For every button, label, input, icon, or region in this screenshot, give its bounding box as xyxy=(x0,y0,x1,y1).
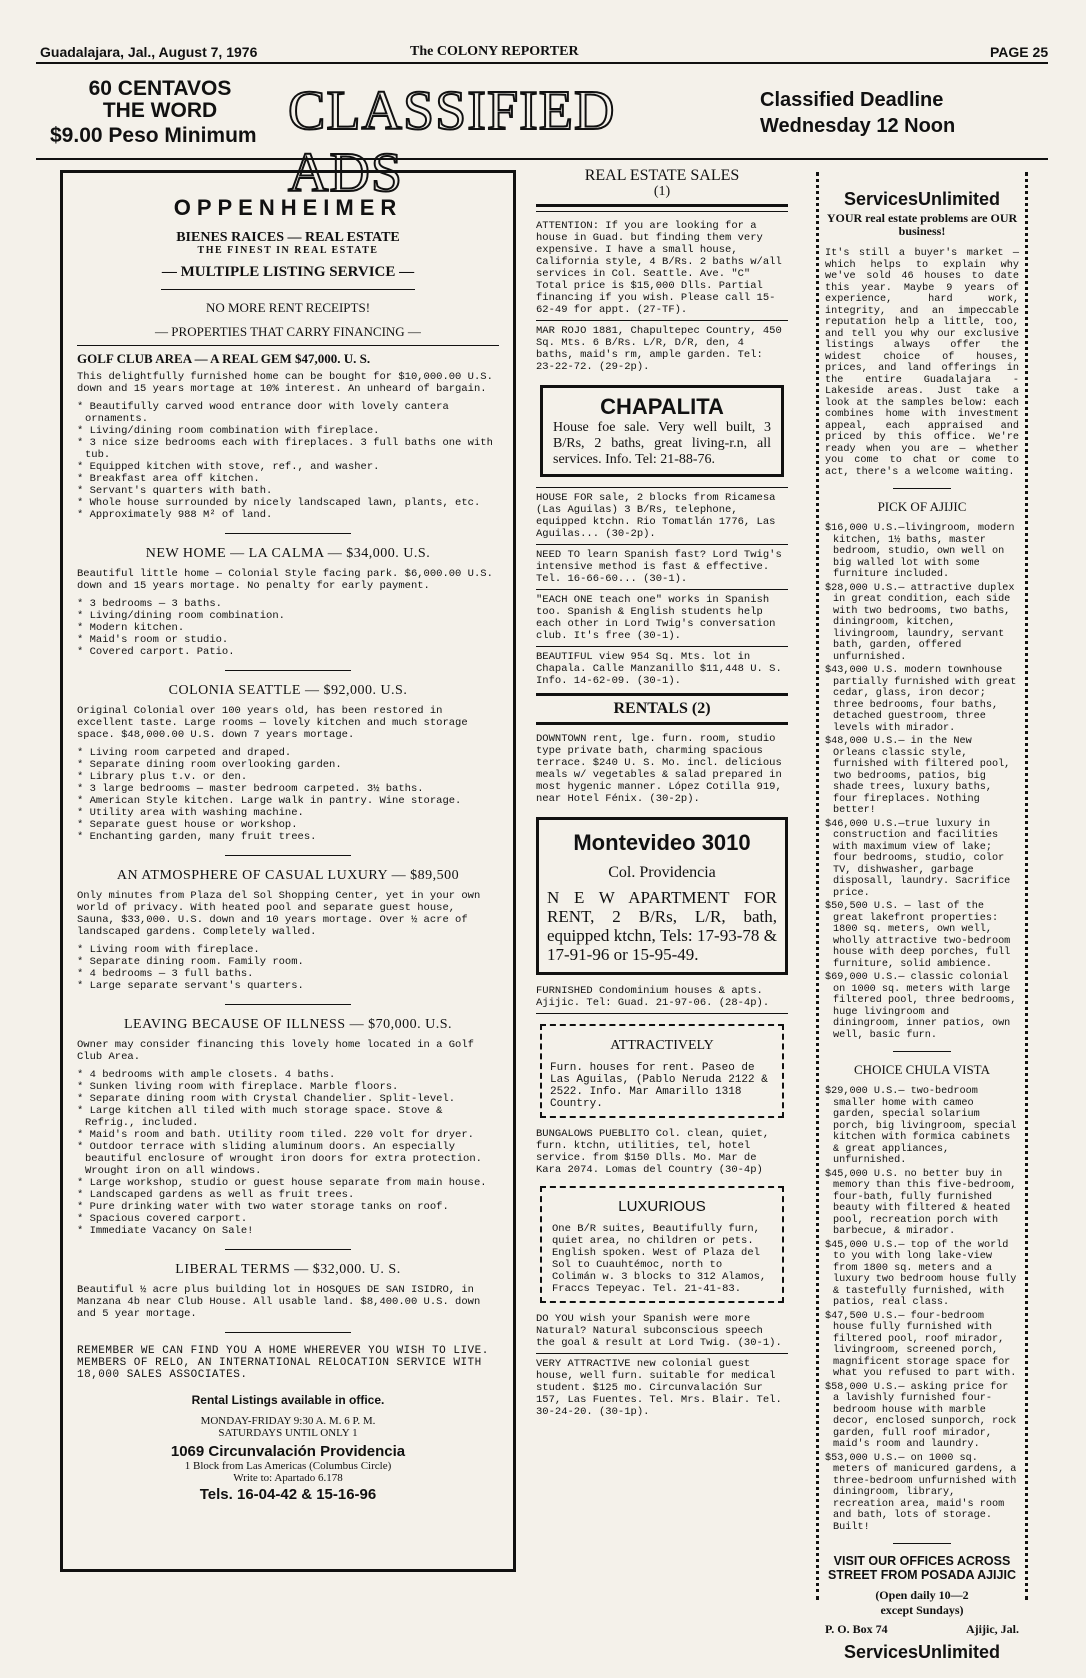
list-item: * Maid's room or studio. xyxy=(77,634,229,646)
list-item: * 3 nice size bedrooms each with fireplaces. 3 full baths one with tub. xyxy=(77,437,493,461)
ad-each-one: "EACH ONE teach one" works in Spanish too. Spanish & English students help each other in Lord Twig's conversation club. It's free (30-1). xyxy=(536,594,776,642)
rate-line-2: THE WORD xyxy=(102,99,218,122)
listing-luxury-heading: AN ATMOSPHERE OF CASUAL LUXURY — $89,500 xyxy=(116,868,460,883)
list-item: * Pure drinking water with two water storage tanks on roof. xyxy=(77,1201,449,1213)
listing-golf-desc: This delightfully furnished home can be bought for $10,000.00 U.S. down and 15 years mortage at 10% interest. An unheard of bargain. xyxy=(77,371,493,395)
opp-subtitle-1: BIENES RAICES — REAL ESTATE xyxy=(176,230,400,245)
pick-ajijic-list xyxy=(825,523,1019,1041)
ad-bungalows: BUNGALOWS PUEBLITO Col. clean, quiet, furn. ktchn, utilities, tel, hotel service. from $150 Dlls. Mo. Mar de Kara 2074. Lomas del Country (30-4p) xyxy=(536,1128,770,1176)
list-item: * Landscaped gardens as well as fruit trees. xyxy=(77,1189,355,1201)
list-item: * Living room with fireplace. xyxy=(77,944,260,956)
services-unlimited-ad xyxy=(816,172,1028,1662)
list-item: * Breakfast area off kitchen. xyxy=(77,473,260,485)
dateline: Guadalajara, Jal., August 7, 1976 xyxy=(40,44,258,60)
list-item: * Separate dining room with Crystal Chandelier. Split-level. xyxy=(77,1093,456,1105)
pick-ajijic-heading: PICK OF AJIJIC xyxy=(877,499,967,514)
list-item: * American Style kitchen. Large walk in pantry. Wine storage. xyxy=(77,795,462,807)
listing-seattle-desc: Original Colonial over 100 years old, has been restored in excellent taste. Large rooms — lovely kitchen and much storage space. $48,000.00 U.S. down 7 years mortage. xyxy=(77,705,468,741)
list-item: $16,000 U.S.—livingroom, modern kitchen, 1½ baths, master bedroom, studio, own well on big walled lot with some furniture included. xyxy=(825,523,1015,580)
open-hours: (Open daily 10—2 xyxy=(875,1588,969,1602)
listing-terms-desc: Beautiful ½ acre plus building lot in HOSQUES DE SAN ISIDRO, in Manzana 4b near Club House. All usable land. $8,400.00 U.S. down and 5 year mortage. xyxy=(77,1284,481,1320)
list-item: * Covered carport. Patio. xyxy=(77,646,235,658)
real-estate-sales-number: (1) xyxy=(653,184,671,199)
opp-subtitle-4: NO MORE RENT RECEIPTS! xyxy=(205,300,371,315)
montevideo-title: Montevideo 3010 xyxy=(573,830,751,855)
ad-mar-rojo: MAR ROJO 1881, Chapultepec Country, 450 Sq. Mts. 6 B/Rs. L/R, D/R, den, 4 baths, maid's rm, ample garden. Tel: 23-22-72. (29-2p). xyxy=(536,325,782,373)
rate-line-3: $9.00 Peso Minimum xyxy=(50,124,257,147)
column-2 xyxy=(536,168,788,1418)
montevideo-text: N E W APARTMENT FOR RENT, 2 B/Rs, L/R, bath, equipped ktchn, Tels: 17-93-78 & 17-91-96 or 15-95-49. xyxy=(547,888,777,964)
list-item: * Separate guest house or workshop. xyxy=(77,819,298,831)
ad-guest-house: VERY ATTRACTIVE new colonial guest house, well furn. suitable for medical student. $125 mo. Circunvalación Sur 157, Las Fuentes. Tel. Mrs. Blair. Tel. 30-24-20. (30-1p). xyxy=(536,1358,782,1418)
list-item: $28,000 U.S.— attractive duplex in great condition, each side with two bedrooms, two baths, diningroom, kitchen, livingroom, laundry, servant bath, garden, offered unfurnished. xyxy=(825,582,1015,663)
list-item: * 3 large bedrooms — master bedroom carpeted. 3½ baths. xyxy=(77,783,424,795)
town: Ajijic, Jal. xyxy=(966,1622,1019,1636)
list-item: * Separate dining room. Family room. xyxy=(77,956,304,968)
montevideo-sub: Col. Providencia xyxy=(608,864,716,881)
luxurious-title: LUXURIOUS xyxy=(618,1198,706,1215)
ad-spanish-fast: NEED TO learn Spanish fast? Lord Twig's intensive method is fast & effective. Tel. 16-66-60... (30-1). xyxy=(536,549,782,585)
rate-line-1: 60 CENTAVOS xyxy=(88,77,232,100)
list-item: * Living room carpeted and draped. xyxy=(77,747,292,759)
attractively-title: ATTRACTIVELY xyxy=(610,1038,714,1053)
ad-downtown: DOWNTOWN rent, lge. furn. room, studio type private bath, charming spacious terrace. $240 U. S. Mo. incl. delicious meals w/ vegetables & salad prepared in most hygenic manner. López Cotilla 919, near Hotel Fénix. (30-2p). xyxy=(536,733,782,805)
listing-illness-heading: LEAVING BECAUSE OF ILLNESS — $70,000. U.S. xyxy=(124,1017,452,1032)
chula-vista-list xyxy=(825,1086,1019,1533)
list-item: $29,000 U.S.— two-bedroom smaller home with cameo garden, special solarium porch, big livingroom, special kitchen with formica cabinets & great appliances, unfurnished. xyxy=(825,1086,1017,1166)
open-hours-2: except Sundays) xyxy=(880,1603,964,1617)
listing-seattle-heading: COLONIA SEATTLE — $92,000. U.S. xyxy=(168,683,408,698)
rental-listings: Rental Listings available in office. xyxy=(191,1393,385,1407)
office-address-3: Write to: Apartado 6.178 xyxy=(233,1472,343,1484)
rentals-title: RENTALS (2) xyxy=(613,700,711,717)
list-item: * Immediate Vacancy On Sale! xyxy=(77,1225,254,1237)
services-slogan: YOUR real estate problems are OUR business! xyxy=(826,211,1018,238)
listing-illness-desc: Owner may consider financing this lovely home located in a Golf Club Area. xyxy=(77,1039,474,1063)
list-item: * Whole house surrounded by nicely landscaped lawn, plants, etc. xyxy=(77,497,481,509)
list-item: * Utility area with washing machine. xyxy=(77,807,304,819)
list-item: $45,000 U.S. no better buy in memory than this five-bedroom, four-bath, fully furnished beauty with filtered & heated pool, recreation porch with barbecue, & mirador. xyxy=(825,1168,1017,1237)
relo-notice: REMEMBER WE CAN FIND YOU A HOME WHEREVER YOU WISH TO LIVE. MEMBERS OF RELO, AN INTERNATIONAL RELOCATION SERVICE WITH 18,000 SALES ASSOCIATES. xyxy=(77,1345,489,1381)
services-title: ServicesUnlimited xyxy=(843,189,1001,209)
ad-attractively xyxy=(540,1024,784,1118)
list-item: * Sunken living room with fireplace. Marble floors. xyxy=(77,1081,399,1093)
listing-luxury-items xyxy=(77,944,499,992)
chula-vista-heading: CHOICE CHULA VISTA xyxy=(854,1062,990,1077)
list-item: $43,000 U.S. modern townhouse partially furnished with great cedar, glass, iron decor; three bedrooms, four baths, detached guestroom, three levels with mirador. xyxy=(825,665,1017,734)
list-item: * 4 bedrooms with ample closets. 4 baths. xyxy=(77,1069,336,1081)
luxurious-text: One B/R suites, Beautifully furn, quiet area, no children or pets. English spoken. West of Plaza del Sol to Cuauhtémoc, north to Colimán w. 3 blocks to 312 Alamos, Fraccs Tepeyac. Tel. 21-41-83. xyxy=(552,1223,767,1295)
list-item: $45,000 U.S.— top of the world to you with long lake-view from 1800 sq. meters and a luxury two bedroom house fully & tastefully furnished, with patios, real class. xyxy=(825,1239,1017,1308)
office-phones: Tels. 16-04-42 & 15-16-96 xyxy=(199,1486,377,1503)
office-address-2: 1 Block from Las Americas (Columbus Circle) xyxy=(184,1460,392,1472)
deadline-2: Wednesday 12 Noon xyxy=(760,115,956,137)
listing-illness-items xyxy=(77,1069,499,1237)
classified-ads-title: CLASSIFIED ADS xyxy=(288,80,616,204)
office-address: 1069 Circunvalación Providencia xyxy=(170,1443,406,1460)
hours-2: SATURDAYS UNTIL ONLY 1 xyxy=(218,1427,358,1439)
opp-subtitle-2: THE FINEST IN REAL ESTATE xyxy=(197,245,379,256)
list-item: $46,000 U.S.—true luxury in construction and facilities with maximum view of lake; four bedrooms, studio, color TV, dishwasher, garbage disposall, laundry. Sacrifice price. xyxy=(825,818,1011,899)
chapalita-text: House foe sale. Very well built, 3 B/Rs, 2 baths, great living-r.n, all services. Info. Tel: 21-88-76. xyxy=(553,420,771,467)
po-box: P. O. Box 74 xyxy=(825,1622,888,1636)
list-item: * Large separate servant's quarters. xyxy=(77,980,304,992)
ad-chapalita xyxy=(540,385,784,477)
listing-lacalma-heading: NEW HOME — LA CALMA — $34,000. U.S. xyxy=(145,546,431,561)
listing-luxury-desc: Only minutes from Plaza del Sol Shopping Center, yet in your own world of privacy. With heated pool and separate guest house, Sauna, $33,000. U.S. down and 10 years mortage. Over ½ acre of landscaped gardens. Completely walled. xyxy=(77,890,481,938)
chapalita-title: CHAPALITA xyxy=(600,394,724,419)
list-item: * 4 bedrooms — 3 full baths. xyxy=(77,968,254,980)
list-item: * Maid's room and bath. Utility room tiled. 220 volt for dryer. xyxy=(77,1129,474,1141)
ad-luxurious xyxy=(540,1186,784,1303)
list-item: * Equipped kitchen with stove, ref., and washer. xyxy=(77,461,380,473)
real-estate-sales-title: REAL ESTATE SALES xyxy=(584,167,740,184)
listing-lacalma-items xyxy=(77,598,499,658)
list-item: $69,000 U.S.— classic colonial on 1000 sq. meters with large filtered pool, three bedrooms, huge livingroom and diningroom, inner patios, own well, basic furn. xyxy=(825,972,1017,1041)
list-item: * Library plus t.v. or den. xyxy=(77,771,248,783)
visit-offices: VISIT OUR OFFICES ACROSS STREET FROM POSADA AJIJIC xyxy=(828,1554,1016,1582)
list-item: * Approximately 988 M² of land. xyxy=(77,509,273,521)
list-item: * Living/dining room combination. xyxy=(77,610,285,622)
list-item: * Large kitchen all tiled with much storage space. Stove & Refrig., included. xyxy=(77,1105,443,1129)
hours-1: MONDAY-FRIDAY 9:30 A. M. 6 P. M. xyxy=(200,1415,376,1427)
ad-montevideo xyxy=(536,817,788,975)
list-item: * Beautifully carved wood entrance door with lovely cantera ornaments. xyxy=(77,401,449,425)
ad-condominium: FURNISHED Condominium houses & apts. Ajijic. Tel: Guad. 21-97-06. (28-4p). xyxy=(536,985,770,1009)
list-item: * 3 bedrooms — 3 baths. xyxy=(77,598,222,610)
deadline-1: Classified Deadline xyxy=(760,89,944,111)
list-item: $48,000 U.S.— in the New Orleans classic style, furnished with filtered pool, two bedrooms, patios, big shade trees, luxury baths, four fireplaces. Nothing better! xyxy=(825,736,1011,816)
po-box-line xyxy=(825,1622,1019,1637)
list-item: $47,500 U.S.— four-bedroom house fully furnished with filtered pool, roof mirador, livingroom, screened porch, magnificent storage space for what you refused to part with. xyxy=(825,1310,1017,1379)
opp-subtitle-5: — PROPERTIES THAT CARRY FINANCING — xyxy=(155,324,421,339)
services-intro: It's still a buyer's market — which helps to explain why we've sold 46 houses to date this year. Maybe 9 years of experience, hard work, integrity, and an impeccable reputation help a little, too, and tell you why our exclusive listings always offer the widest choice of houses, prices, and land offerings in the entire Guadalajara - Lakeside areas. Just take a look at the samples below: each combines home with investment appeal, each appraised and priced by this office. We're ready when you are — whether you come to chat or come to act, there's a welcome waiting. xyxy=(825,248,1019,478)
services-footer: ServicesUnlimited xyxy=(843,1642,1001,1662)
ad-chapala-lot: BEAUTIFUL view 954 Sq. Mts. lot in Chapala. Calle Manzanillo $11,448 U. S. Info. 14-62-09. (30-1). xyxy=(536,651,782,687)
list-item: * Outdoor terrace with sliding aluminum doors. An especially beautiful enclosure of wrought iron doors for extra protection. Wrought iron on all windows. xyxy=(77,1141,482,1177)
list-item: * Spacious covered carport. xyxy=(77,1213,248,1225)
opp-subtitle-3: — MULTIPLE LISTING SERVICE — xyxy=(161,264,415,280)
oppenheimer-ad xyxy=(60,170,516,1572)
listing-terms-heading: LIBERAL TERMS — $32,000. U. S. xyxy=(175,1262,401,1277)
page-number: PAGE 25 xyxy=(990,44,1049,60)
listing-golf-heading: GOLF CLUB AREA — A REAL GEM $47,000. U. S. xyxy=(77,351,371,366)
list-item: * Enchanting garden, many fruit trees. xyxy=(77,831,317,843)
listing-lacalma-desc: Beautiful little home — Colonial Style facing park. $6,000.00 U.S. down and 15 years mortage. No penalty for early payment. xyxy=(77,568,493,592)
paper-name: The COLONY REPORTER xyxy=(410,44,579,59)
ad-house-ricamesa: HOUSE FOR sale, 2 blocks from Ricamesa (Las Aguilas) 3 B/Rs, telephone, equipped ktchn. Rio Tomatlán 1776, Las Aguilas... (30-2p). xyxy=(536,492,776,540)
list-item: $58,000 U.S.— asking price for a lavishly furnished four-bedroom house with marble decor, enclosed sunporch, rock garden, full roof mirador, maid's room and laundry. xyxy=(825,1381,1017,1450)
ad-natural-spanish: DO YOU wish your Spanish were more Natural? Natural subconscious speech the goal & result at Lord Twig. (30-1). xyxy=(536,1313,782,1349)
list-item: * Separate dining room overlooking garden. xyxy=(77,759,342,771)
oppenheimer-name: OPPENHEIMER xyxy=(173,195,403,220)
attractively-text: Furn. houses for rent. Paseo de Las Aguilas, (Pablo Neruda 2122 & 2522. Info. Mar Amarillo 1318 Country. xyxy=(550,1062,768,1110)
list-item: $50,500 U.S. — last of the great lakefront properties: 1800 sq. meters, own well, wholly attractive two-bedroom house with deep porches, full furniture, solid ambience. xyxy=(825,901,1011,970)
ad-attention: ATTENTION: If you are looking for a house in Guad. but finding them very expensive. I have a small house, California style, 4 B/Rs. 2 baths w/all services in Col. Seattle. Ave. "C" Total price is $15,000 Dlls. Partial financing if you wish. Please call 15-62-49 for appt. (27-TF). xyxy=(536,220,782,316)
listing-golf-items xyxy=(77,401,499,521)
list-item: * Large workshop, studio or guest house separate from main house. xyxy=(77,1177,487,1189)
list-item: $53,000 U.S.— on 1000 sq. meters of manicured gardens, a three-bedroom unfurnished with diningroom, library, recreation area, maid's room and bath, lots of storage. Built! xyxy=(825,1452,1017,1533)
listing-seattle-items xyxy=(77,747,499,843)
list-item: * Servant's quarters with bath. xyxy=(77,485,273,497)
list-item: * Modern kitchen. xyxy=(77,622,185,634)
list-item: * Living/dining room combination with fireplace. xyxy=(77,425,380,437)
